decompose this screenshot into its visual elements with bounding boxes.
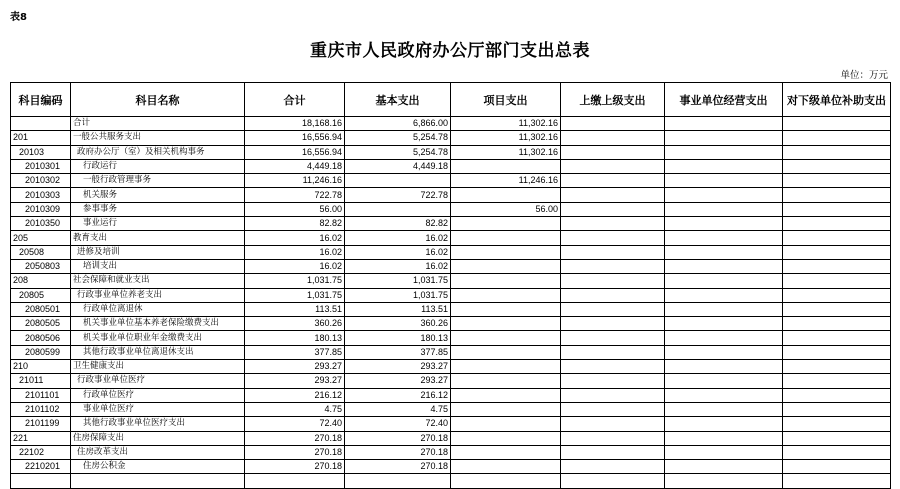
cell-business bbox=[665, 360, 783, 374]
cell-code: 2101102 bbox=[11, 402, 71, 416]
cell-basic: 360.26 bbox=[345, 317, 451, 331]
table-row bbox=[11, 202, 891, 216]
cell-subsidy bbox=[783, 288, 891, 302]
cell-business bbox=[665, 217, 783, 231]
cell-basic: 722.78 bbox=[345, 188, 451, 202]
cell-subsidy bbox=[783, 388, 891, 402]
table-row bbox=[11, 445, 891, 459]
cell-project: 11,302.16 bbox=[451, 131, 561, 145]
cell-code: 20508 bbox=[11, 245, 71, 259]
cell-code: 21011 bbox=[11, 374, 71, 388]
cell-basic: 180.13 bbox=[345, 331, 451, 345]
cell-project bbox=[451, 402, 561, 416]
table-row bbox=[11, 217, 891, 231]
cell-total: 293.27 bbox=[245, 374, 345, 388]
cell-upper bbox=[561, 131, 665, 145]
cell-total: 82.82 bbox=[245, 217, 345, 231]
cell-project bbox=[451, 274, 561, 288]
table-body bbox=[11, 117, 891, 489]
cell-total: 1,031.75 bbox=[245, 274, 345, 288]
cell-name: 住房改革支出 bbox=[71, 445, 245, 459]
cell-upper bbox=[561, 188, 665, 202]
cell-code: 2010303 bbox=[11, 188, 71, 202]
cell-total: 4.75 bbox=[245, 402, 345, 416]
cell-name: 住房公积金 bbox=[71, 460, 245, 474]
cell-basic: 16.02 bbox=[345, 231, 451, 245]
cell-code: 2080599 bbox=[11, 345, 71, 359]
cell-basic: 16.02 bbox=[345, 245, 451, 259]
cell-subsidy bbox=[783, 445, 891, 459]
table-row bbox=[11, 145, 891, 159]
cell-business bbox=[665, 202, 783, 216]
cell-name: 行政运行 bbox=[71, 159, 245, 173]
cell-name: 机关事业单位基本养老保险缴费支出 bbox=[71, 317, 245, 331]
cell-basic: 1,031.75 bbox=[345, 274, 451, 288]
cell-basic: 5,254.78 bbox=[345, 131, 451, 145]
cell-project bbox=[451, 288, 561, 302]
cell-total: 377.85 bbox=[245, 345, 345, 359]
cell-upper bbox=[561, 245, 665, 259]
cell-project bbox=[451, 460, 561, 474]
cell-project bbox=[451, 474, 561, 488]
cell-business bbox=[665, 231, 783, 245]
cell-subsidy bbox=[783, 217, 891, 231]
cell-project bbox=[451, 331, 561, 345]
cell-subsidy bbox=[783, 245, 891, 259]
cell-code: 2010302 bbox=[11, 174, 71, 188]
cell-code: 201 bbox=[11, 131, 71, 145]
unit-label: 单位：万元 bbox=[840, 70, 888, 81]
cell-upper bbox=[561, 460, 665, 474]
cell-code: 221 bbox=[11, 431, 71, 445]
table-row bbox=[11, 460, 891, 474]
cell-total: 293.27 bbox=[245, 360, 345, 374]
cell-subsidy bbox=[783, 145, 891, 159]
cell-basic: 377.85 bbox=[345, 345, 451, 359]
cell-project bbox=[451, 417, 561, 431]
cell-business bbox=[665, 431, 783, 445]
table-row bbox=[11, 174, 891, 188]
page-title: 重庆市人民政府办公厅部门支出总表 bbox=[310, 41, 590, 61]
cell-upper bbox=[561, 417, 665, 431]
cell-subsidy bbox=[783, 317, 891, 331]
cell-basic: 4,449.18 bbox=[345, 159, 451, 173]
table-row bbox=[11, 331, 891, 345]
column-header-basic: 基本支出 bbox=[345, 83, 451, 117]
cell-business bbox=[665, 402, 783, 416]
cell-code: 2010309 bbox=[11, 202, 71, 216]
cell-business bbox=[665, 474, 783, 488]
cell-code: 208 bbox=[11, 274, 71, 288]
cell-project bbox=[451, 231, 561, 245]
cell-upper bbox=[561, 345, 665, 359]
cell-business bbox=[665, 145, 783, 159]
cell-name: 机关事业单位职业年金缴费支出 bbox=[71, 331, 245, 345]
cell-project bbox=[451, 374, 561, 388]
table-row bbox=[11, 288, 891, 302]
cell-name: 卫生健康支出 bbox=[71, 360, 245, 374]
cell-total: 180.13 bbox=[245, 331, 345, 345]
cell-code: 210 bbox=[11, 360, 71, 374]
cell-code: 2210201 bbox=[11, 460, 71, 474]
cell-project bbox=[451, 431, 561, 445]
cell-project: 11,302.16 bbox=[451, 145, 561, 159]
cell-upper bbox=[561, 360, 665, 374]
cell-upper bbox=[561, 445, 665, 459]
cell-total: 11,246.16 bbox=[245, 174, 345, 188]
cell-total: 16.02 bbox=[245, 231, 345, 245]
cell-subsidy bbox=[783, 117, 891, 131]
cell-basic: 5,254.78 bbox=[345, 145, 451, 159]
cell-upper bbox=[561, 145, 665, 159]
cell-name: 住房保障支出 bbox=[71, 431, 245, 445]
cell-basic: 216.12 bbox=[345, 388, 451, 402]
cell-total: 16,556.94 bbox=[245, 131, 345, 145]
cell-code: 2010350 bbox=[11, 217, 71, 231]
cell-name: 培训支出 bbox=[71, 259, 245, 273]
cell-total: 216.12 bbox=[245, 388, 345, 402]
cell-project bbox=[451, 345, 561, 359]
cell-business bbox=[665, 288, 783, 302]
cell-subsidy bbox=[783, 174, 891, 188]
cell-basic: 82.82 bbox=[345, 217, 451, 231]
table-row bbox=[11, 245, 891, 259]
cell-business bbox=[665, 174, 783, 188]
cell-total: 4,449.18 bbox=[245, 159, 345, 173]
cell-name: 行政事业单位养老支出 bbox=[71, 288, 245, 302]
cell-business bbox=[665, 302, 783, 316]
cell-subsidy bbox=[783, 360, 891, 374]
cell-total bbox=[245, 474, 345, 488]
cell-upper bbox=[561, 431, 665, 445]
cell-code: 2010301 bbox=[11, 159, 71, 173]
cell-basic: 4.75 bbox=[345, 402, 451, 416]
cell-name: 事业运行 bbox=[71, 217, 245, 231]
cell-code: 2101101 bbox=[11, 388, 71, 402]
table-row bbox=[11, 360, 891, 374]
table-row bbox=[11, 374, 891, 388]
column-header-name: 科目名称 bbox=[71, 83, 245, 117]
cell-project bbox=[451, 259, 561, 273]
cell-subsidy bbox=[783, 402, 891, 416]
cell-basic: 6,866.00 bbox=[345, 117, 451, 131]
cell-name: 进修及培训 bbox=[71, 245, 245, 259]
cell-basic: 270.18 bbox=[345, 431, 451, 445]
cell-project bbox=[451, 360, 561, 374]
cell-business bbox=[665, 388, 783, 402]
cell-code bbox=[11, 474, 71, 488]
cell-business bbox=[665, 159, 783, 173]
cell-upper bbox=[561, 159, 665, 173]
cell-business bbox=[665, 331, 783, 345]
cell-basic: 293.27 bbox=[345, 374, 451, 388]
cell-name: 其他行政事业单位医疗支出 bbox=[71, 417, 245, 431]
cell-name: 参事事务 bbox=[71, 202, 245, 216]
cell-business bbox=[665, 245, 783, 259]
cell-project: 11,302.16 bbox=[451, 117, 561, 131]
cell-basic bbox=[345, 202, 451, 216]
cell-basic: 270.18 bbox=[345, 445, 451, 459]
cell-code: 2101199 bbox=[11, 417, 71, 431]
cell-project bbox=[451, 217, 561, 231]
cell-total: 113.51 bbox=[245, 302, 345, 316]
table-row bbox=[11, 231, 891, 245]
cell-total: 270.18 bbox=[245, 460, 345, 474]
cell-project bbox=[451, 245, 561, 259]
column-header-total: 合计 bbox=[245, 83, 345, 117]
table-row bbox=[11, 345, 891, 359]
table-row bbox=[11, 259, 891, 273]
table-number-label: 表8 bbox=[10, 12, 27, 23]
cell-project bbox=[451, 445, 561, 459]
cell-subsidy bbox=[783, 188, 891, 202]
cell-code: 2080501 bbox=[11, 302, 71, 316]
cell-name: 教育支出 bbox=[71, 231, 245, 245]
cell-name: 机关服务 bbox=[71, 188, 245, 202]
cell-name: 社会保障和就业支出 bbox=[71, 274, 245, 288]
cell-code bbox=[11, 117, 71, 131]
cell-project bbox=[451, 188, 561, 202]
expenditure-table bbox=[10, 82, 891, 489]
cell-project bbox=[451, 317, 561, 331]
table-row bbox=[11, 117, 891, 131]
table-row bbox=[11, 431, 891, 445]
cell-subsidy bbox=[783, 331, 891, 345]
cell-total: 1,031.75 bbox=[245, 288, 345, 302]
cell-business bbox=[665, 317, 783, 331]
table-row bbox=[11, 188, 891, 202]
cell-upper bbox=[561, 302, 665, 316]
cell-subsidy bbox=[783, 345, 891, 359]
cell-business bbox=[665, 460, 783, 474]
cell-subsidy bbox=[783, 259, 891, 273]
cell-upper bbox=[561, 331, 665, 345]
cell-name: 行政事业单位医疗 bbox=[71, 374, 245, 388]
cell-total: 16,556.94 bbox=[245, 145, 345, 159]
cell-subsidy bbox=[783, 131, 891, 145]
cell-code: 20805 bbox=[11, 288, 71, 302]
cell-basic: 16.02 bbox=[345, 259, 451, 273]
cell-project bbox=[451, 159, 561, 173]
cell-name: 其他行政事业单位离退休支出 bbox=[71, 345, 245, 359]
cell-upper bbox=[561, 231, 665, 245]
cell-basic: 293.27 bbox=[345, 360, 451, 374]
cell-code: 2050803 bbox=[11, 259, 71, 273]
cell-total: 722.78 bbox=[245, 188, 345, 202]
cell-business bbox=[665, 417, 783, 431]
cell-total: 18,168.16 bbox=[245, 117, 345, 131]
table-row bbox=[11, 302, 891, 316]
cell-total: 360.26 bbox=[245, 317, 345, 331]
cell-upper bbox=[561, 402, 665, 416]
cell-total: 16.02 bbox=[245, 259, 345, 273]
table-row bbox=[11, 131, 891, 145]
column-header-business: 事业单位经营支出 bbox=[665, 83, 783, 117]
cell-upper bbox=[561, 474, 665, 488]
cell-subsidy bbox=[783, 274, 891, 288]
column-header-upper: 上缴上级支出 bbox=[561, 83, 665, 117]
cell-business bbox=[665, 445, 783, 459]
cell-upper bbox=[561, 217, 665, 231]
cell-upper bbox=[561, 117, 665, 131]
cell-upper bbox=[561, 288, 665, 302]
cell-business bbox=[665, 188, 783, 202]
table-row bbox=[11, 402, 891, 416]
cell-business bbox=[665, 259, 783, 273]
cell-business bbox=[665, 131, 783, 145]
cell-name: 行政单位离退休 bbox=[71, 302, 245, 316]
cell-business bbox=[665, 345, 783, 359]
table-row bbox=[11, 317, 891, 331]
cell-subsidy bbox=[783, 302, 891, 316]
cell-subsidy bbox=[783, 460, 891, 474]
cell-subsidy bbox=[783, 159, 891, 173]
cell-code: 22102 bbox=[11, 445, 71, 459]
table-row bbox=[11, 159, 891, 173]
cell-subsidy bbox=[783, 431, 891, 445]
column-header-code: 科目编码 bbox=[11, 83, 71, 117]
cell-business bbox=[665, 274, 783, 288]
cell-upper bbox=[561, 388, 665, 402]
table-header-row bbox=[11, 83, 891, 117]
cell-name: 合计 bbox=[71, 117, 245, 131]
cell-business bbox=[665, 374, 783, 388]
cell-subsidy bbox=[783, 202, 891, 216]
table-row bbox=[11, 274, 891, 288]
cell-name bbox=[71, 474, 245, 488]
cell-basic: 1,031.75 bbox=[345, 288, 451, 302]
table-row bbox=[11, 474, 891, 488]
cell-subsidy bbox=[783, 231, 891, 245]
cell-total: 16.02 bbox=[245, 245, 345, 259]
cell-code: 2080506 bbox=[11, 331, 71, 345]
cell-basic: 270.18 bbox=[345, 460, 451, 474]
cell-total: 270.18 bbox=[245, 431, 345, 445]
cell-basic: 113.51 bbox=[345, 302, 451, 316]
cell-name: 一般行政管理事务 bbox=[71, 174, 245, 188]
cell-subsidy bbox=[783, 374, 891, 388]
column-header-subsidy: 对下级单位补助支出 bbox=[783, 83, 891, 117]
cell-project bbox=[451, 302, 561, 316]
cell-basic bbox=[345, 474, 451, 488]
cell-basic bbox=[345, 174, 451, 188]
cell-basic: 72.40 bbox=[345, 417, 451, 431]
cell-code: 205 bbox=[11, 231, 71, 245]
cell-business bbox=[665, 117, 783, 131]
cell-project: 11,246.16 bbox=[451, 174, 561, 188]
cell-project bbox=[451, 388, 561, 402]
cell-upper bbox=[561, 174, 665, 188]
cell-total: 270.18 bbox=[245, 445, 345, 459]
cell-upper bbox=[561, 317, 665, 331]
cell-subsidy bbox=[783, 474, 891, 488]
cell-total: 56.00 bbox=[245, 202, 345, 216]
cell-name: 一般公共服务支出 bbox=[71, 131, 245, 145]
cell-total: 72.40 bbox=[245, 417, 345, 431]
table-row bbox=[11, 388, 891, 402]
cell-upper bbox=[561, 374, 665, 388]
cell-upper bbox=[561, 274, 665, 288]
table-row bbox=[11, 417, 891, 431]
cell-name: 事业单位医疗 bbox=[71, 402, 245, 416]
cell-upper bbox=[561, 259, 665, 273]
cell-upper bbox=[561, 202, 665, 216]
column-header-project: 项目支出 bbox=[451, 83, 561, 117]
cell-subsidy bbox=[783, 417, 891, 431]
cell-code: 20103 bbox=[11, 145, 71, 159]
cell-project: 56.00 bbox=[451, 202, 561, 216]
cell-code: 2080505 bbox=[11, 317, 71, 331]
cell-name: 行政单位医疗 bbox=[71, 388, 245, 402]
cell-name: 政府办公厅（室）及相关机构事务 bbox=[71, 145, 245, 159]
